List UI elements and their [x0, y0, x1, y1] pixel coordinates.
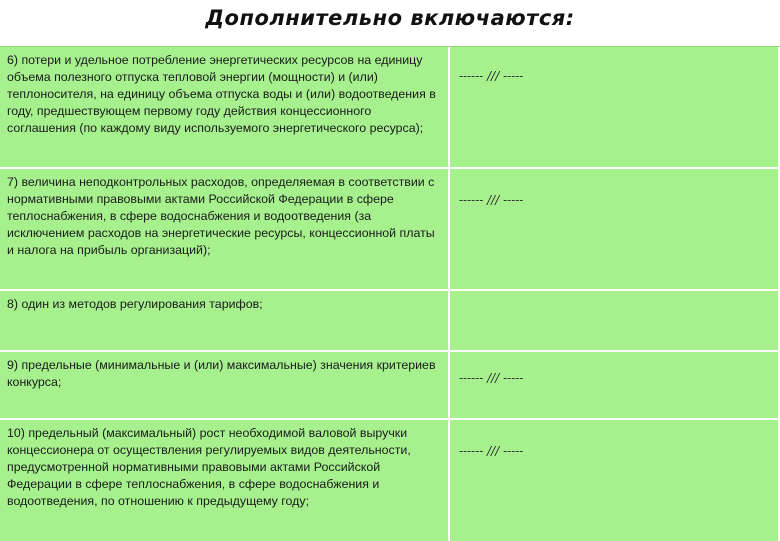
row-description: 10) предельный (максимальный) рост необходимой валовой выручки концессионера от осуществления регулируемых видов деятельности, предусмотренной нормативными правовыми актами Российской Федерации в сфере теплоснабжения, в сфере водоснабжения и водоотведения, по отношению к предыдущему году;: [0, 420, 450, 541]
row-value-cell: [452, 169, 780, 289]
row-value: ------ /// -----: [459, 444, 524, 458]
table-row: [0, 47, 780, 169]
row-value-cell: [452, 352, 780, 418]
table-row: [0, 352, 780, 420]
row-description: 7) величина неподконтрольных расходов, определяемая в соответствии с нормативными правовыми актами Российской Федерации в сфере теплоснабжения, в сфере водоснабжения и водоотведения (за исключением расходов на энергетические ресурсы, концессионной платы и налога на прибыль организаций);: [0, 169, 450, 289]
table-row: [0, 291, 780, 352]
row-value: ------ /// -----: [459, 69, 524, 83]
row-value-cell: [452, 47, 780, 167]
row-value: ------ /// -----: [459, 193, 524, 207]
row-value: ------ /// -----: [459, 371, 524, 385]
requirements-table: [0, 46, 780, 541]
table-row: [0, 169, 780, 291]
row-description: 6) потери и удельное потребление энергетических ресурсов на единицу объема полезного отпуска тепловой энергии (мощности) и (или) теплоносителя, на единицу объема отпуска воды и (или) водоотведения в году, предшествующем первому году действия концессионного соглашения (по каждому виду используемого энергетического ресурса);: [0, 47, 450, 167]
row-description: 9) предельные (минимальные и (или) максимальные) значения критериев конкурса;: [0, 352, 450, 418]
row-value-cell: [452, 420, 780, 541]
table-row: [0, 420, 780, 541]
page-title: Дополнительно включаются:: [205, 6, 575, 30]
row-value-cell: [452, 291, 780, 350]
row-description: 8) один из методов регулирования тарифов;: [0, 291, 450, 350]
